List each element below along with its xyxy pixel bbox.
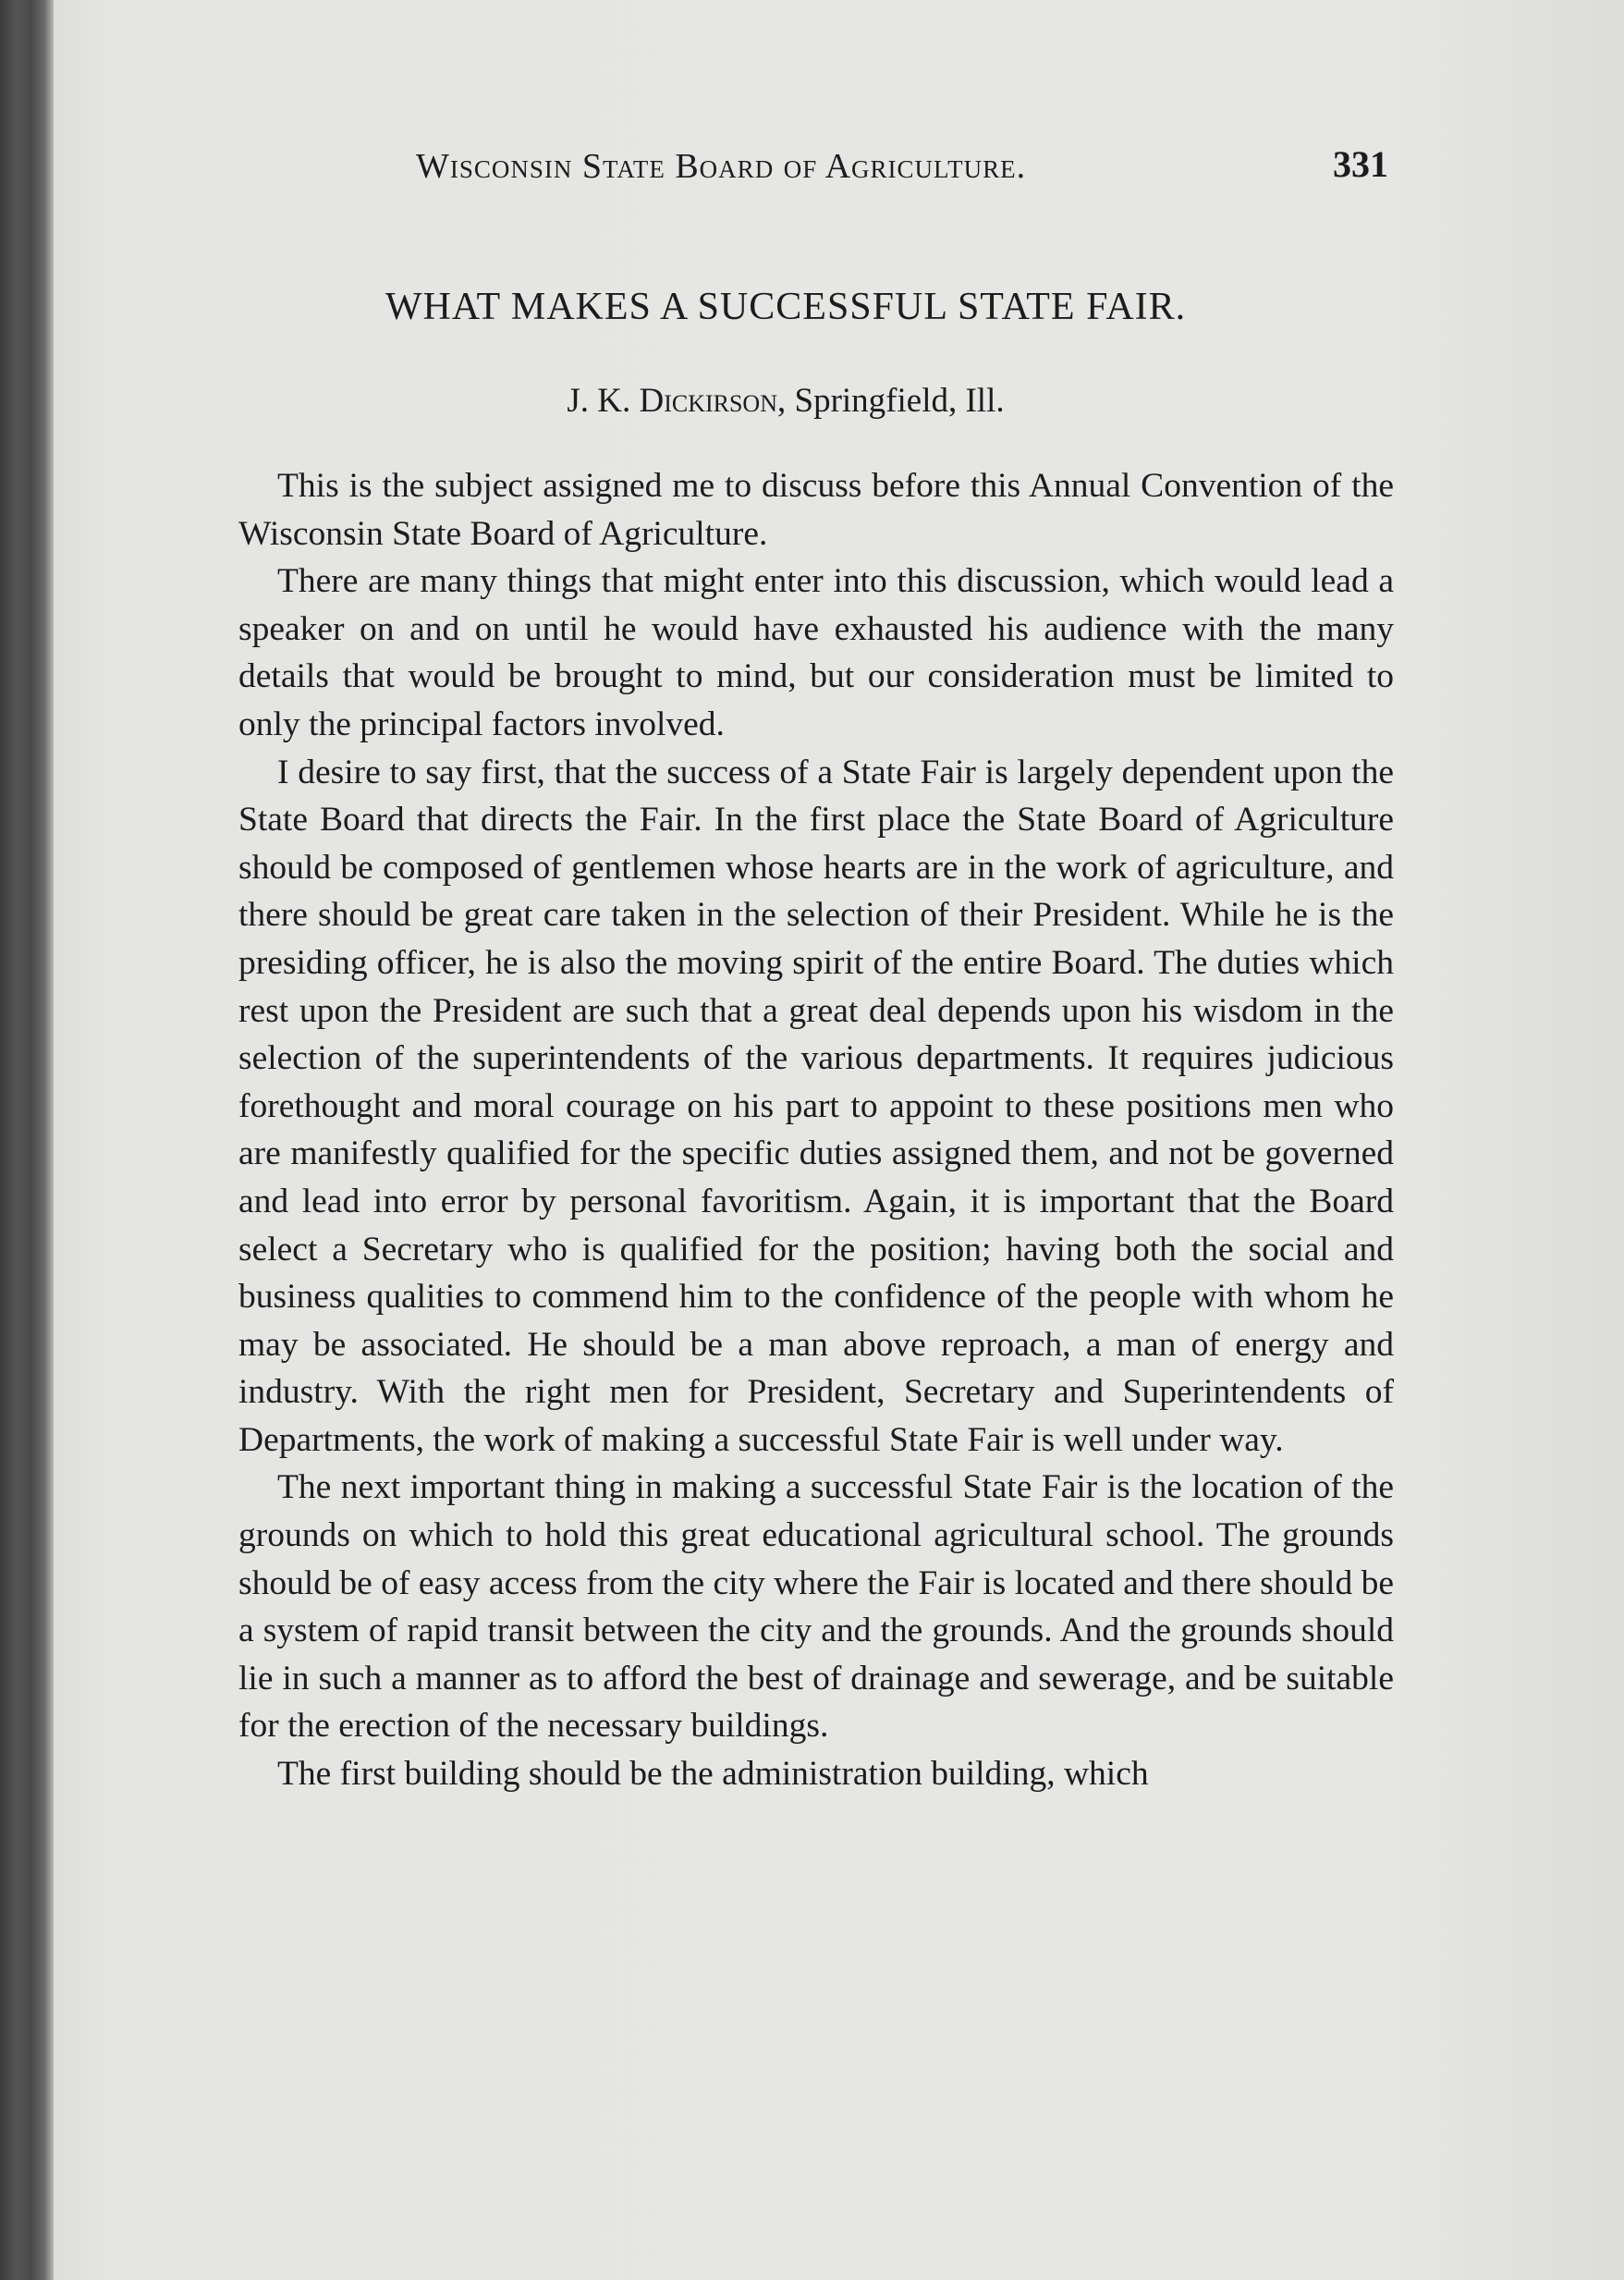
paragraph: The first building should be the administration building, which — [277, 1755, 1149, 1794]
paragraph: There are many things that might enter into this discussion, which would lead a speaker on and on until he would have exhausted his audience with the many details that would be brought to mind, but our consideration must be limited to only the principal factors involved. — [238, 562, 1394, 743]
article-byline — [277, 381, 1294, 421]
book-binding-edge — [0, 0, 54, 2280]
author-location: , Springfield, Ill. — [777, 382, 1005, 420]
running-head-title: Wisconsin State Board of Agriculture. — [416, 147, 1027, 186]
author-name: J. K. Dickirson — [567, 382, 777, 420]
article-body — [238, 462, 1394, 1798]
page-number: 331 — [1333, 143, 1388, 185]
paragraph: I desire to say first, that the success of a State Fair is largely dependent upon the State Board that directs the Fair. In the first place the State Board of Agriculture should be composed of gentlemen whose hearts are in the work of agriculture, and there should be great care taken in the selection of their President. While he is the presiding officer, he is also the moving spirit of the entire Board. The duties which rest upon the President are such that a great deal depends upon his wisdom in the selection of the superintendents of the various departments. It requires judicious forethought and moral courage on his part to appoint to these positions men who are manifestly qualified for the specific duties assigned them, and not be governed and lead into error by personal favoritism. Again, it is important that the Board select a Secretary who is qualified for the position; having both the social and business qualities to commend him to the confidence of the people with whom he may be associated. He should be a man above reproach, a man of energy and industry. With the right men for President, Secretary and Superintendents of Departments, the work of making a successful State Fair is well under way. — [238, 753, 1394, 1459]
paragraph: This is the subject assigned me to discuss before this Annual Convention of the Wisconsin State Board of Agriculture. — [238, 467, 1394, 553]
article-title: WHAT MAKES A SUCCESSFUL STATE FAIR. — [385, 286, 1187, 328]
paragraph: The next important thing in making a successful State Fair is the location of the grounds on which to hold this great educational agricultural school. The grounds should be of easy access from the city where the Fair is located and there should be a system of rapid transit between the city and the grounds. And the grounds should lie in such a manner as to afford the best of drainage and sewerage, and be suitable for the erection of the necessary buildings. — [238, 1468, 1394, 1746]
running-head — [416, 143, 1388, 202]
